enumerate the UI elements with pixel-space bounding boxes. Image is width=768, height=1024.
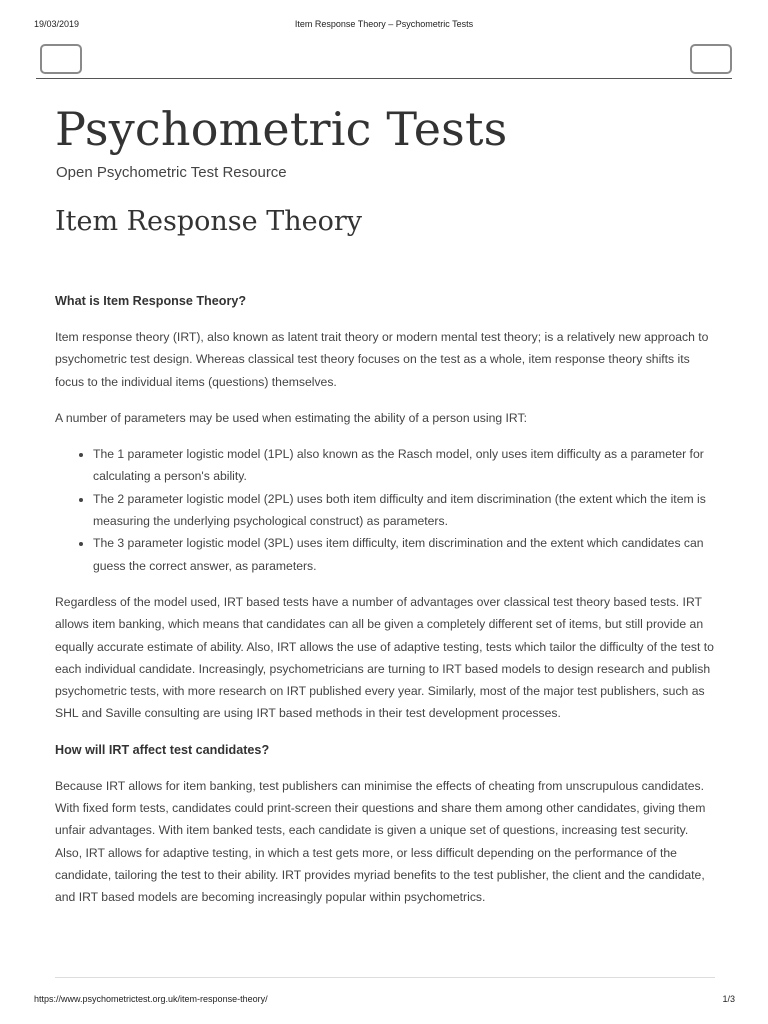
print-date: 19/03/2019 <box>34 19 80 29</box>
print-header <box>0 0 768 30</box>
list-item: • The 1 parameter logistic model (1PL) also known as the Rasch model, only uses item difficulty as a parameter for calculating a person's ability. <box>93 443 715 488</box>
list-item: • The 2 parameter logistic model (2PL) uses both item difficulty and item discrimination (the extent which the item is measuring the underlying psychological construct) as parameters. <box>93 488 715 533</box>
site-tagline: Open Psychometric Test Resource <box>56 164 287 181</box>
print-page-number: 1/3 <box>722 994 735 1004</box>
article-content <box>55 290 715 923</box>
print-title: Item Response Theory – Psychometric Tests <box>294 19 474 29</box>
list-item: • The 3 parameter logistic model (3PL) uses item difficulty, item discrimination and the extent which candidates can guess the correct answer, as parameters. <box>93 532 715 577</box>
paragraph-intro: Item response theory (IRT), also known as latent trait theory or modern mental test theory; is a relatively new approach to psychometric test design. Whereas classical test theory focuses on the test as a whole, item response theory shifts its focus to the individual items (questions) themselves. <box>55 330 709 389</box>
parameter-model-list <box>55 443 715 577</box>
paragraph-advantages: Regardless of the model used, IRT based tests have a number of advantages over classical test theory based tests. IRT allows item banking, which means that candidates can all be given a completely different set of items, but still provide an equally accurate estimate of ability. Also, IRT allows the use of adaptive testing, tests which tailor the difficulty of the test to each individual candidate. Increasingly, psychometricians are turning to IRT based models to design research and publish psychometric tests, with more research on IRT published every year. Similarly, most of the major test publishers, such as SHL and Saville consulting are using IRT based methods in their test development processes. <box>55 594 714 721</box>
site-topbar <box>36 42 732 79</box>
content-divider <box>55 977 715 978</box>
menu-box-icon[interactable] <box>40 44 82 74</box>
section-heading-what-is-irt: What is Item Response Theory? <box>55 294 247 308</box>
site-title[interactable]: Psychometric Tests <box>55 102 508 156</box>
paragraph-candidates: Because IRT allows for item banking, test publishers can minimise the effects of cheating from unscrupulous candidates. With fixed form tests, candidates could print-screen their questions and share them among other candidates, giving them unfair advantages. With item banked tests, each candidate is given a unique set of questions, increasing test security. Also, IRT allows for adaptive testing, in which a test gets more, or less difficult depending on the performance of the candidate, tailoring the test to their ability. IRT provides myriad benefits to the test publisher, the client and the candidate, and IRT based models are becoming increasingly popular within psychometrics. <box>55 778 706 905</box>
print-url: https://www.psychometrictest.org.uk/item-response-theory/ <box>34 994 268 1004</box>
section-heading-candidates: How will IRT affect test candidates? <box>55 742 270 757</box>
page-title: Item Response Theory <box>55 206 362 237</box>
search-box-icon[interactable] <box>690 44 732 74</box>
paragraph-parameters: A number of parameters may be used when estimating the ability of a person using IRT: <box>55 410 527 425</box>
